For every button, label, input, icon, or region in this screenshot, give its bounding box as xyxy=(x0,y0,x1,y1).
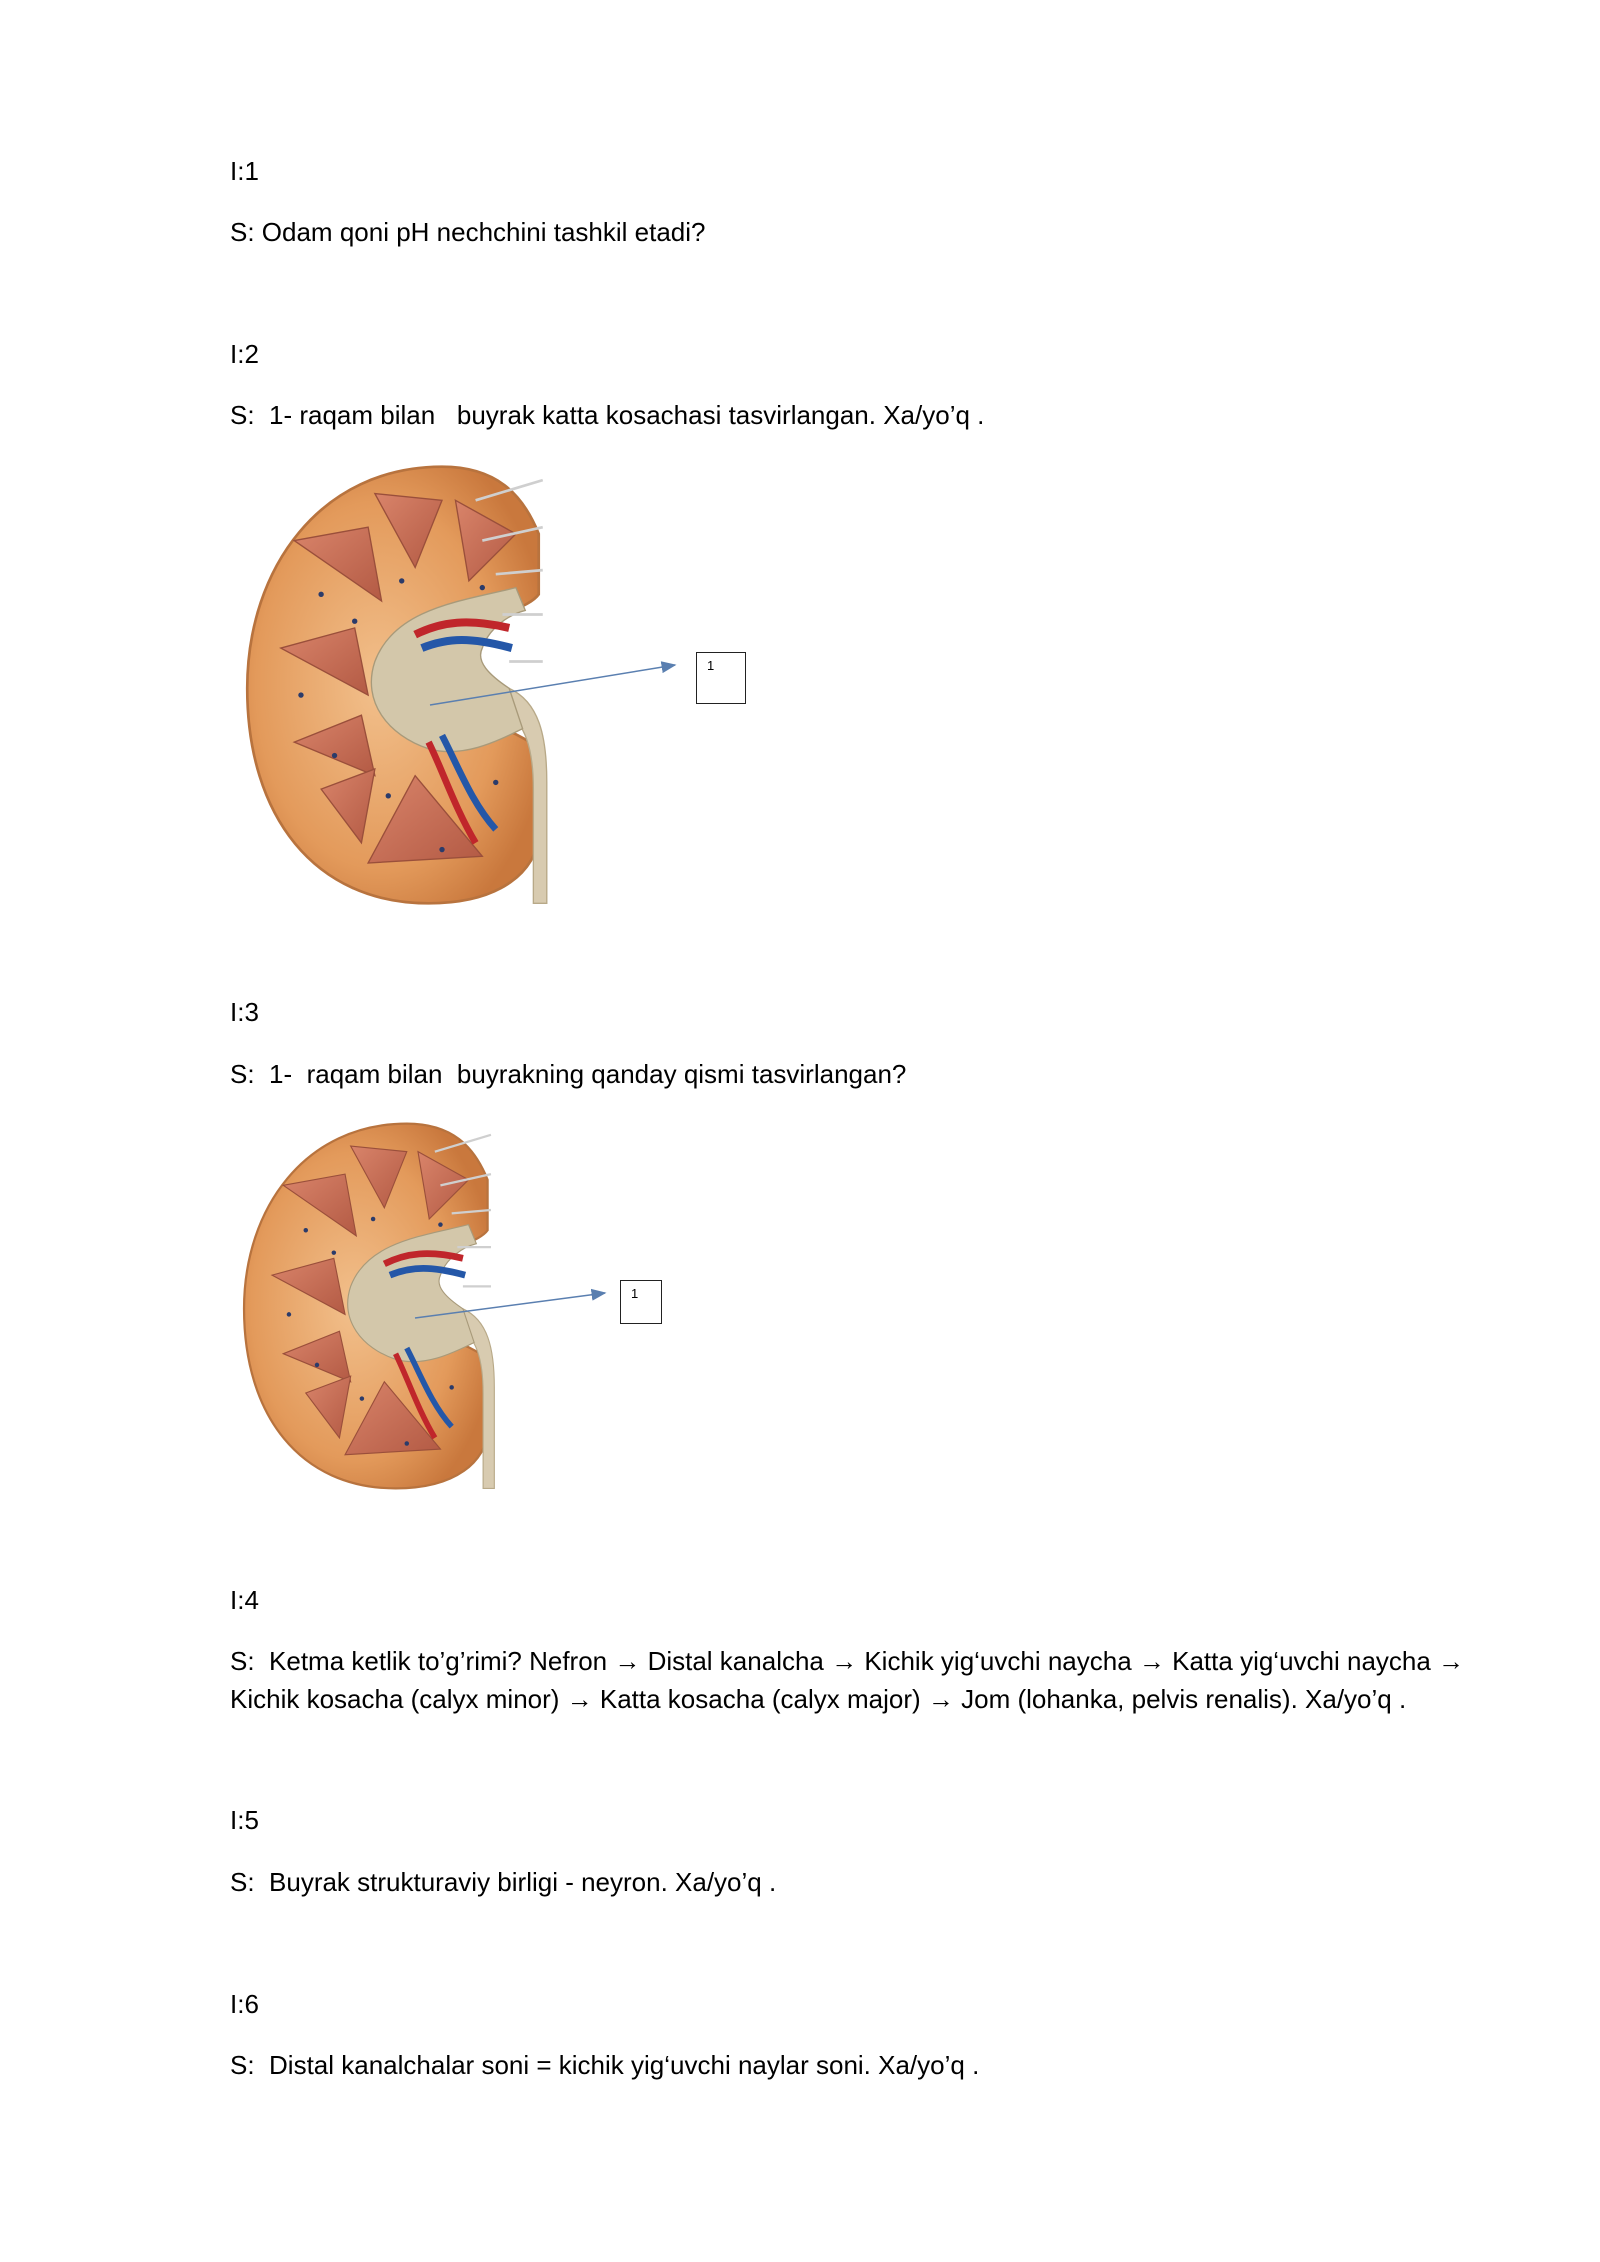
kidney-figure-1 xyxy=(230,460,760,910)
label-box-1 xyxy=(696,652,746,704)
question-id-2: I:2 xyxy=(230,339,259,369)
question-id-3: I:3 xyxy=(230,997,259,1027)
label-box-2 xyxy=(620,1280,662,1324)
question-id-6: I:6 xyxy=(230,1989,259,2019)
question-id-1: I:1 xyxy=(230,156,259,186)
question-text-1: S: Odam qoni pH nechchini tashkil etadi? xyxy=(230,217,706,247)
question-text-4: S: Ketma ketlik to’g’rimi? Nefron → Distal kanalcha → Kichik yig‘uvchi naycha → Katta yig‘uvchi naycha → Kichik kosacha (calyx minor) → Katta kosacha (calyx major) → Jom (lohanka, pelvis renalis). Xa/yo’q . xyxy=(230,1646,1472,1714)
question-id-5: I:5 xyxy=(230,1805,259,1835)
arrow-to-label xyxy=(230,460,760,910)
question-text-5: S: Buyrak strukturaviy birligi - neyron. Xa/yo’q . xyxy=(230,1867,777,1897)
question-text-6: S: Distal kanalchalar soni = kichik yig‘uvchi naylar soni. Xa/yo’q . xyxy=(230,2050,980,2080)
question-text-2: S: 1- raqam bilan buyrak katta kosachasi tasvirlangan. Xa/yo’q . xyxy=(230,400,985,430)
question-id-4: I:4 xyxy=(230,1585,259,1615)
question-text-3: S: 1- raqam bilan buyrakning qanday qismi tasvirlangan? xyxy=(230,1059,907,1089)
label-number: 1 xyxy=(631,1286,639,1301)
kidney-figure-2 xyxy=(230,1118,690,1498)
label-number: 1 xyxy=(707,658,715,673)
